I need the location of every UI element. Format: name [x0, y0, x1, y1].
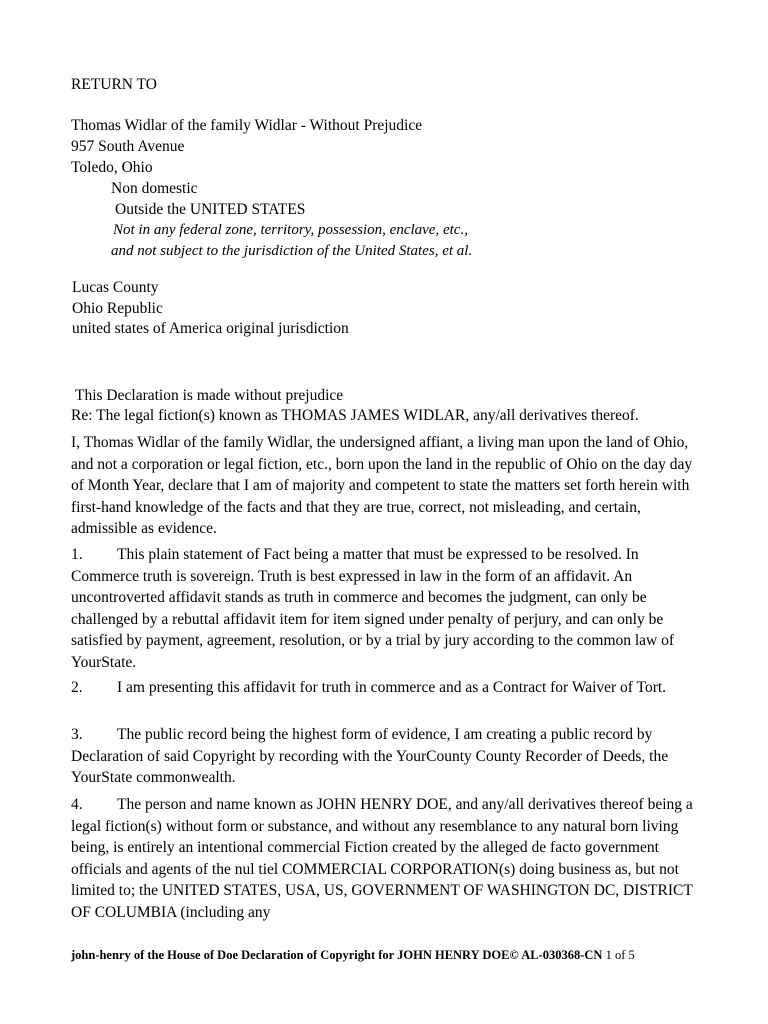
outside-us-note: Outside the UNITED STATES — [115, 201, 306, 218]
federal-zone-note: Not in any federal zone, territory, possession, enclave, etc., — [113, 222, 468, 238]
item-text: The person and name known as JOHN HENRY DOE, and any/all derivatives thereof being a legal fiction(s) without form or substance, and without any resemblance to any natural born living being, is entirely an intentional commercial Fiction created by the alleged de facto government officials and agents of the nul tiel COMMERCIAL CORPORATION(s) doing business as, but not limited to; the UNITED STATES, USA, US, GOVERNMENT OF WASHINGTON DC, DISTRICT OF COLUMBIA (including any — [71, 796, 693, 921]
item-4 — [71, 794, 701, 924]
item-text: This plain statement of Fact being a matter that must be expressed to be resolved. In Commerce truth is sovereign. Truth is best expressed in law in the form of an affidavit. An uncontroverted affidavit stands as truth in commerce and becomes the judgment, can only be challenged by a rebuttal affidavit item for item signed under penalty of perjury, and can only be satisfied by payment, agreement, resolution, or by a trial by jury according to the common law of YourState. — [71, 546, 675, 671]
item-number: 2. — [71, 679, 83, 696]
non-domestic-note: Non domestic — [111, 180, 198, 197]
affiant-paragraph: I, Thomas Widlar of the family Widlar, the undersigned affiant, a living man upon the land of Ohio, and not a corporation or legal fiction, etc., born upon the land in the republic of Ohio on the day day of Month Year, declare that I am of majority and competent to state the matters set forth herein with first-hand knowledge of the facts and that they are true, correct, not misleading, and certain, admissible as evidence. — [71, 434, 693, 538]
sender-name-line: Thomas Widlar of the family Widlar - Without Prejudice — [71, 117, 423, 134]
page-footer — [71, 948, 635, 963]
item-number: 1. — [71, 546, 83, 563]
footer-title: john-henry of the House of Doe Declaration of Copyright for JOHN HENRY DOE© AL-030368-CN — [71, 948, 603, 962]
jurisdiction-note: and not subject to the jurisdiction of the United States, et al. — [111, 243, 473, 259]
re-line: Re: The legal fiction(s) known as THOMAS JAMES WIDLAR, any/all derivatives thereof. — [71, 407, 639, 424]
republic-line: Ohio Republic — [72, 300, 163, 317]
item-text: I am presenting this affidavit for truth in commerce and as a Contract for Waiver of Tort. — [117, 679, 667, 696]
item-1 — [71, 544, 701, 674]
item-3 — [71, 724, 701, 789]
page-number: 1 of 5 — [605, 948, 635, 962]
return-to-label: RETURN TO — [71, 76, 157, 93]
item-number: 4. — [71, 796, 83, 813]
jurisdiction-line: united states of America original jurisdiction — [72, 320, 349, 337]
item-2 — [71, 677, 701, 699]
declaration-intro: This Declaration is made without prejudice — [75, 387, 344, 404]
item-text: The public record being the highest form of evidence, I am creating a public record by Declaration of said Copyright by recording with the YourCounty County Recorder of Deeds, the YourState commonwealth. — [71, 726, 669, 787]
street-address: 957 South Avenue — [71, 138, 185, 155]
city-state: Toledo, Ohio — [71, 159, 153, 176]
item-number: 3. — [71, 726, 83, 743]
county-line: Lucas County — [72, 279, 159, 296]
